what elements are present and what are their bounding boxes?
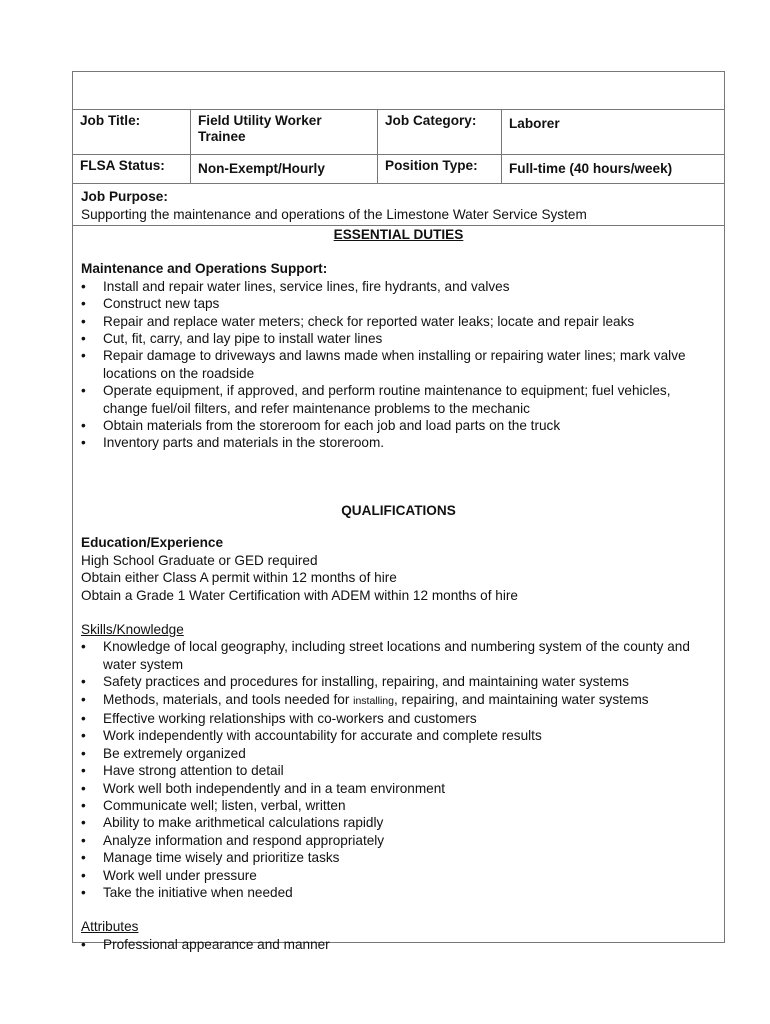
list-item xyxy=(81,691,716,710)
list-item: • Analyze information and respond appropriately xyxy=(81,832,716,849)
list-item: • Have strong attention to detail xyxy=(81,762,716,779)
skill-text-rest: , repairing, and maintaining water systems xyxy=(393,691,649,707)
position-type-value: Full-time (40 hours/week) xyxy=(502,155,725,184)
duties-section xyxy=(73,226,724,953)
list-item: • Take the initiative when needed xyxy=(81,884,716,901)
skill-small-text: installing xyxy=(353,694,394,707)
education-title: Education/Experience xyxy=(81,535,224,551)
education-section xyxy=(81,534,716,604)
education-line: Obtain a Grade 1 Water Certification with ADEM within 12 months of hire xyxy=(81,587,518,603)
job-purpose-label: Job Purpose: xyxy=(81,189,168,204)
qualifications-title: QUALIFICATIONS xyxy=(341,502,456,518)
education-line: Obtain either Class A permit within 12 months of hire xyxy=(81,570,397,586)
job-description-document xyxy=(72,71,725,952)
top-blank-row xyxy=(73,72,724,110)
job-title-value: Field Utility Worker Trainee xyxy=(191,110,378,155)
skills-list xyxy=(81,638,716,901)
list-item: • Repair damage to driveways and lawns made when installing or repairing water lines; mark valve locations on the roadside xyxy=(81,347,716,382)
essential-duties-title: ESSENTIAL DUTIES xyxy=(333,227,464,242)
skills-section xyxy=(81,621,716,902)
list-item: • Knowledge of local geography, including street locations and numbering system of the county and water system xyxy=(81,638,716,673)
list-item: • Install and repair water lines, service lines, fire hydrants, and valves xyxy=(81,278,716,295)
list-item: • Operate equipment, if approved, and perform routine maintenance to equipment; fuel vehicles, change fuel/oil filters, and refer maintenance problems to the mechanic xyxy=(81,382,716,417)
education-line: High School Graduate or GED required xyxy=(81,552,318,568)
list-item: • Effective working relationships with co-workers and customers xyxy=(81,710,716,727)
list-item: • Repair and replace water meters; check for reported water leaks; locate and repair leaks xyxy=(81,313,716,330)
skill-text: Methods, materials, and tools needed for xyxy=(103,691,350,707)
flsa-status-value: Non-Exempt/Hourly xyxy=(191,155,378,184)
attributes-title: Attributes xyxy=(81,919,139,935)
list-item: • Work independently with accountability for accurate and complete results xyxy=(81,727,716,744)
list-item: • Communicate well; listen, verbal, written xyxy=(81,797,716,814)
list-item: • Be extremely organized xyxy=(81,745,716,762)
maintenance-subtitle: Maintenance and Operations Support: xyxy=(81,261,328,277)
flsa-status-label: FLSA Status: xyxy=(73,155,191,184)
job-purpose-text: Supporting the maintenance and operations of the Limestone Water Service System xyxy=(81,207,587,222)
list-item: • Manage time wisely and prioritize tasks xyxy=(81,849,716,866)
list-item: • Professional appearance and manner xyxy=(81,936,716,953)
header-row-2 xyxy=(73,155,724,184)
job-title-label: Job Title: xyxy=(73,110,191,155)
list-item: • Construct new taps xyxy=(81,295,716,312)
attributes-list xyxy=(81,936,716,953)
header-row-1 xyxy=(73,110,724,155)
list-item: • Work well under pressure xyxy=(81,867,716,884)
list-item: • Ability to make arithmetical calculations rapidly xyxy=(81,814,716,831)
list-item: • Inventory parts and materials in the storeroom. xyxy=(81,434,716,451)
list-item: • Safety practices and procedures for installing, repairing, and maintaining water systems xyxy=(81,673,716,690)
job-header-table xyxy=(73,110,724,184)
duties-list xyxy=(81,278,716,452)
list-item: • Cut, fit, carry, and lay pipe to install water lines xyxy=(81,330,716,347)
job-category-value: Laborer xyxy=(502,110,725,155)
attributes-section xyxy=(81,918,716,953)
job-purpose-section xyxy=(73,184,724,224)
position-type-label: Position Type: xyxy=(378,155,502,184)
list-item: • Work well both independently and in a team environment xyxy=(81,780,716,797)
list-item: • Obtain materials from the storeroom for each job and load parts on the truck xyxy=(81,417,716,434)
job-category-label: Job Category: xyxy=(378,110,502,155)
skills-title: Skills/Knowledge xyxy=(81,621,184,637)
